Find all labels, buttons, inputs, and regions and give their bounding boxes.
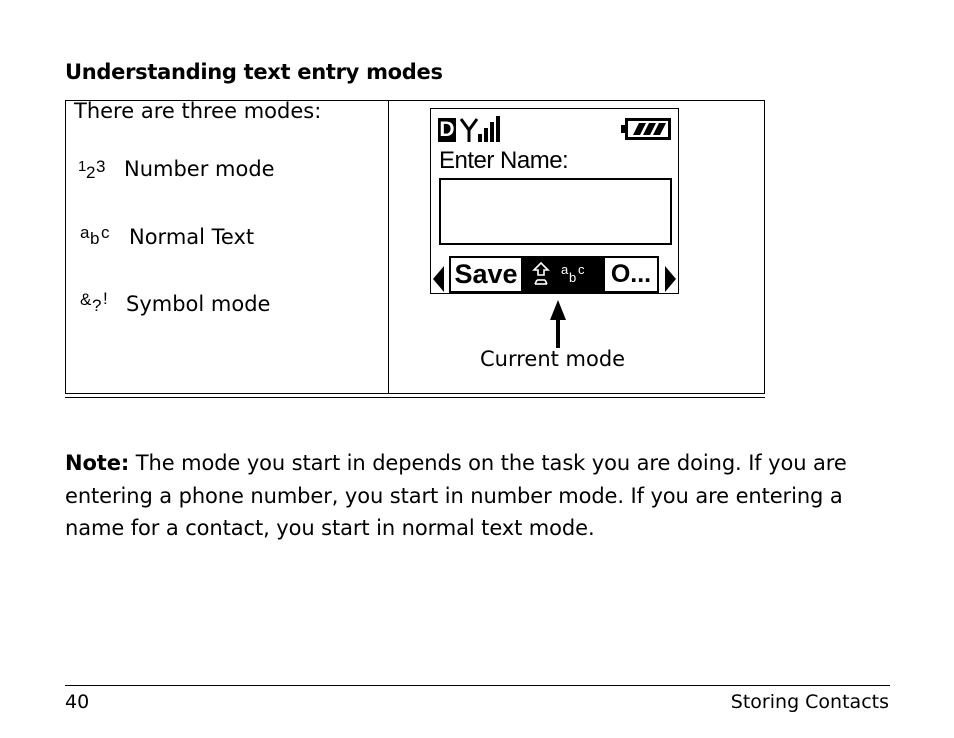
- scroll-left-icon[interactable]: [432, 265, 446, 293]
- footer-section-title: Storing Contacts: [730, 691, 889, 713]
- svg-text:&: &: [80, 290, 92, 309]
- svg-text:!: !: [103, 289, 108, 308]
- arrow-up-icon: [548, 300, 568, 348]
- section-heading: Understanding text entry modes: [65, 60, 443, 84]
- table-divider: [388, 101, 389, 393]
- mode-label: Symbol mode: [126, 292, 271, 316]
- enter-name-prompt: Enter Name:: [439, 147, 569, 174]
- number-mode-icon: [78, 156, 118, 182]
- svg-text:b: b: [90, 229, 100, 248]
- svg-text:c: c: [101, 223, 110, 242]
- battery-icon: [621, 117, 673, 141]
- digital-status-icon: D: [439, 118, 455, 141]
- modes-intro: There are three modes:: [74, 99, 322, 123]
- softkey-bar: [431, 256, 680, 294]
- symbol-mode-icon: [78, 289, 118, 315]
- normal-text-icon: [78, 222, 118, 248]
- svg-text:c: c: [578, 262, 585, 277]
- svg-text:a: a: [80, 223, 90, 242]
- table-bottom-rule: [65, 397, 765, 398]
- svg-text:?: ?: [92, 296, 102, 315]
- footer-rule: [65, 685, 890, 686]
- svg-text:1: 1: [78, 158, 87, 175]
- svg-text:b: b: [569, 270, 577, 285]
- options-softkey[interactable]: O...: [603, 256, 659, 293]
- current-mode-indicator: [523, 256, 603, 293]
- note-paragraph: [65, 447, 895, 545]
- page-number: 40: [65, 691, 90, 713]
- note-label: Note:: [65, 451, 130, 475]
- svg-text:3: 3: [96, 157, 106, 176]
- current-mode-caption: Current mode: [480, 347, 626, 371]
- note-text: The mode you start in depends on the task you are doing. If you are entering a phone number, you start in number mode. If you are entering a name for a contact, you start in normal text mode.: [65, 451, 847, 540]
- mode-label: Normal Text: [129, 225, 255, 249]
- phone-screen: [430, 108, 679, 294]
- svg-text:a: a: [561, 262, 569, 277]
- signal-strength-icon: [459, 116, 501, 144]
- scroll-right-icon[interactable]: [663, 265, 677, 293]
- svg-text:2: 2: [86, 163, 96, 182]
- mode-label: Number mode: [124, 157, 275, 181]
- name-input[interactable]: [439, 178, 672, 245]
- save-softkey[interactable]: Save: [449, 256, 523, 293]
